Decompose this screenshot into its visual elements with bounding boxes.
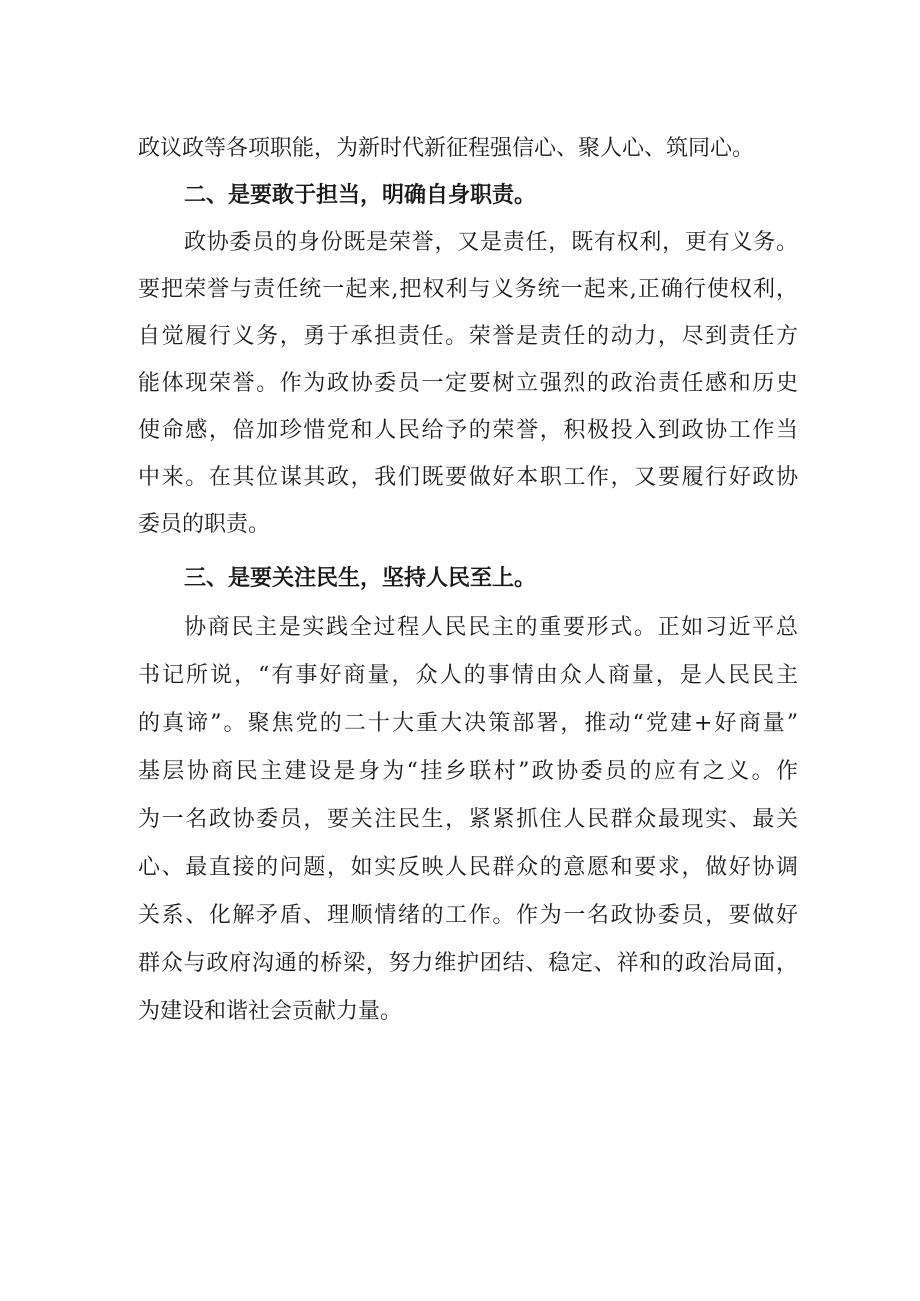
section2-heading: 二、是要敢于担当，明确自身职责。 <box>184 183 537 208</box>
section3-line-3: 的真谛”。聚焦党的二十大重大决策部署，推动“党建+好商量” <box>138 711 798 736</box>
section3-line-5: 为一名政协委员，要关注民生，紧紧抓住人民群众最现实、最关 <box>138 807 798 832</box>
section2-line-7: 委员的职责。 <box>138 512 271 537</box>
section2-line-1: 政协委员的身份既是荣誉，又是责任，既有权利，更有义务。 <box>184 230 798 255</box>
section3-heading: 三、是要关注民生，坚持人民至上。 <box>184 566 537 591</box>
section3-line-9: 为建设和谐社会贡献力量。 <box>138 999 403 1024</box>
section3-line-6: 心、最直接的问题，如实反映人民群众的意愿和要求，做好协调 <box>138 855 798 880</box>
section3-line-7: 关系、化解矛盾、理顺情绪的工作。作为一名政协委员，要做好 <box>138 903 798 928</box>
section2-line-3: 自觉履行义务，勇于承担责任。荣誉是责任的动力，尽到责任方 <box>138 324 798 349</box>
intro-line: 政议政等各项职能，为新时代新征程强信心、聚人心、筑同心。 <box>138 136 755 161</box>
section2-line-4: 能体现荣誉。作为政协委员一定要树立强烈的政治责任感和历史 <box>138 371 798 396</box>
section3-line-8: 群众与政府沟通的桥梁，努力维护团结、稳定、祥和的政治局面， <box>138 951 798 976</box>
section2-line-5: 使命感，倍加珍惜党和人民给予的荣誉，积极投入到政协工作当 <box>138 418 798 443</box>
section3-line-4: 基层协商民主建设是身为“挂乡联村”政协委员的应有之义。作 <box>138 759 798 784</box>
section2-line-2: 要把荣誉与责任统一起来,把权利与义务统一起来,正确行使权利， <box>138 277 798 302</box>
section2-line-6: 中来。在其位谋其政，我们既要做好本职工作，又要履行好政协 <box>138 465 798 490</box>
section3-line-2: 书记所说，“有事好商量，众人的事情由众人商量，是人民民主 <box>138 663 798 688</box>
section3-line-1: 协商民主是实践全过程人民民主的重要形式。正如习近平总 <box>184 615 798 640</box>
